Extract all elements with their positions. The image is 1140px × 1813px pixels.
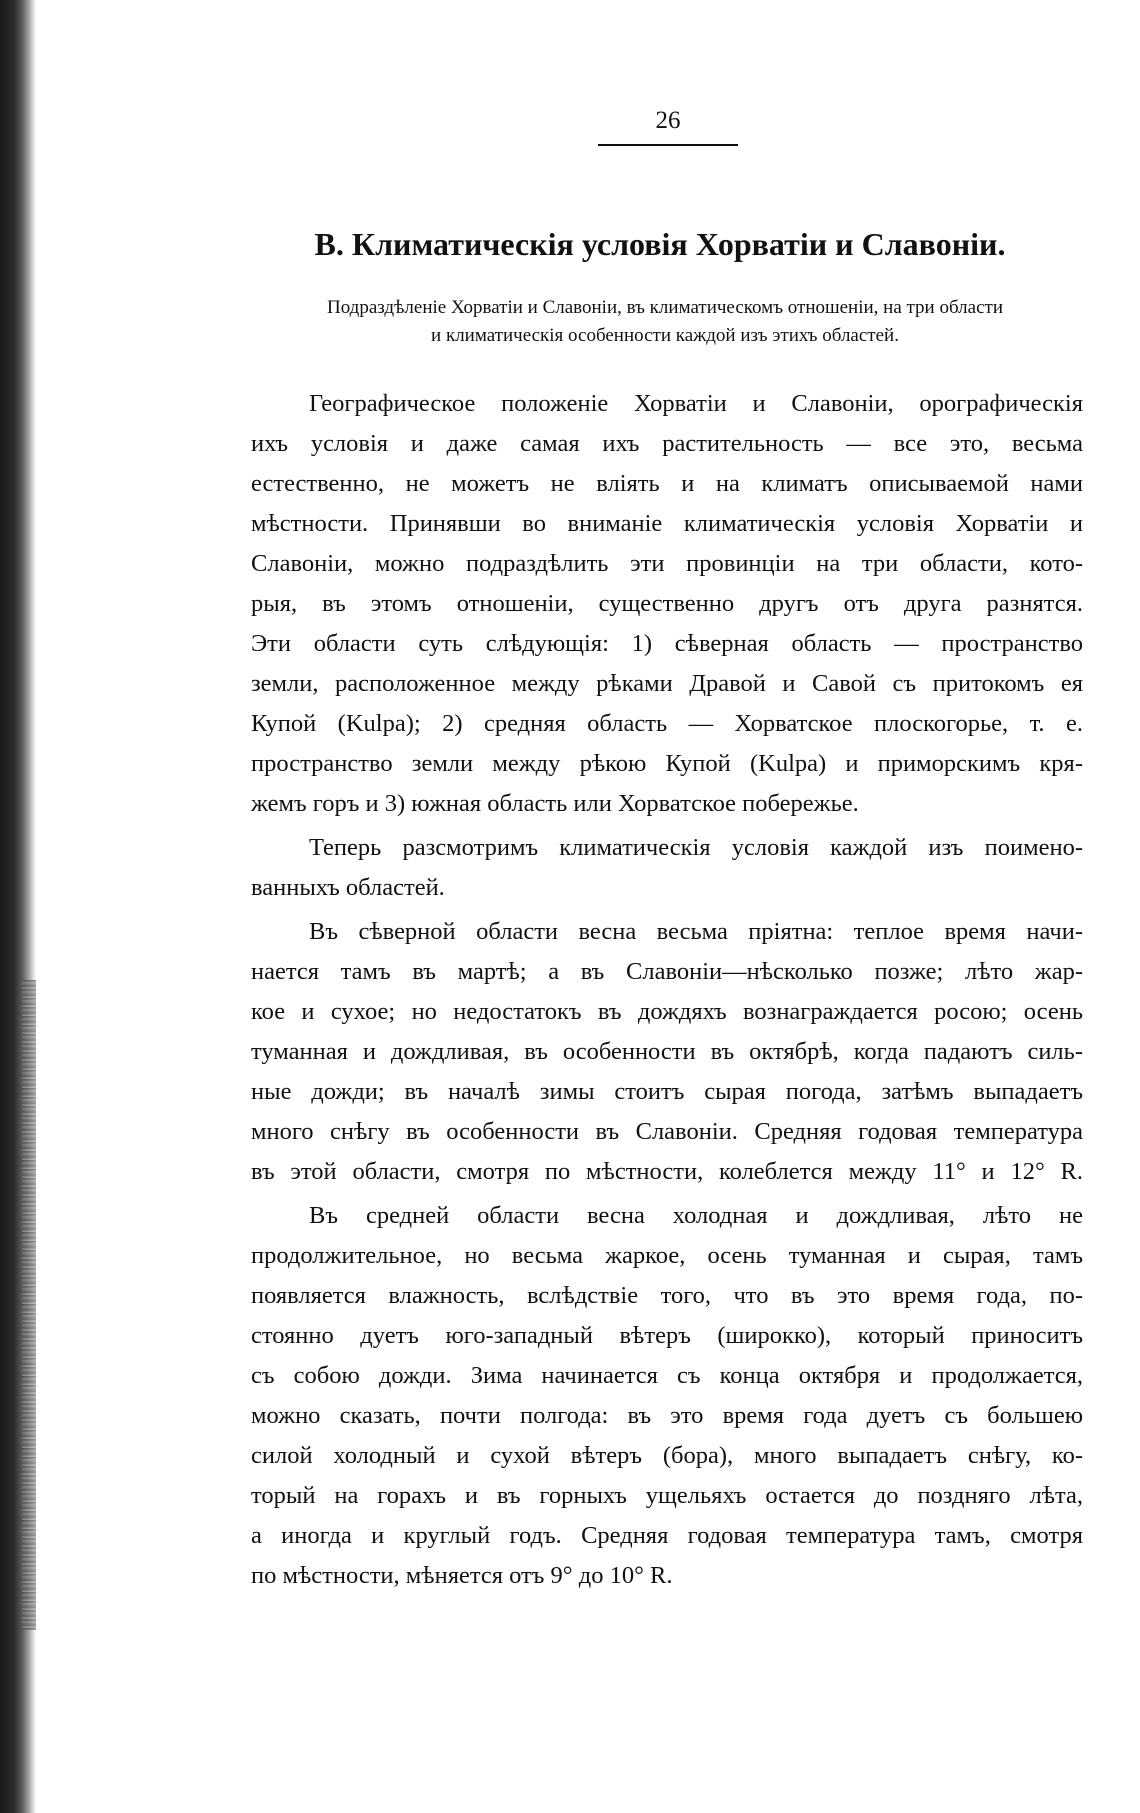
text-line: естественно, не можетъ не вліять и на климатъ описываемой нами <box>251 470 1083 497</box>
text-line: продолжительное, но весьма жаркое, осень туманная и сырая, тамъ <box>251 1242 1083 1269</box>
text-line: жемъ горъ и 3) южная область или Хорватское побережье. <box>251 790 859 817</box>
paragraph-transition <box>251 828 1083 908</box>
section-title: В. Климатическія условія Хорватіи и Славоніи. <box>314 226 1006 262</box>
section-summary <box>250 294 1080 350</box>
book-spine-streak <box>22 980 36 1630</box>
text-line: мѣстности. Принявши во вниманіе климатическія условія Хорватіи и <box>251 510 1083 537</box>
text-line: а иногда и круглый годъ. Средняя годовая температура тамъ, смотря <box>251 1522 1083 1549</box>
summary-line: Подраздѣленіе Хорватіи и Славоніи, въ климатическомъ отношеніи, на три области <box>327 297 1003 318</box>
text-line: Теперь разсмотримъ климатическія условія каждой изъ поимено- <box>309 834 1083 861</box>
text-line: съ собою дожди. Зима начинается съ конца октября и продолжается, <box>251 1362 1083 1389</box>
text-line: въ этой области, смотря по мѣстности, колеблется между 11° и 12° R. <box>251 1158 1083 1185</box>
text-line: кое и сухое; но недостатокъ въ дождяхъ вознаграждается росою; осень <box>251 998 1083 1025</box>
text-line: много снѣгу въ особенности въ Славоніи. Средняя годовая температура <box>251 1118 1083 1145</box>
body-text <box>251 384 1083 1600</box>
text-line: ихъ условія и даже самая ихъ растительность — все это, весьма <box>251 430 1083 457</box>
text-line: Эти области суть слѣдующія: 1) сѣверная область — пространство <box>251 630 1083 657</box>
text-line: стоянно дуетъ юго-западный вѣтеръ (широкко), который приноситъ <box>251 1322 1083 1349</box>
paragraph-middle-region <box>251 1196 1083 1596</box>
text-line: земли, расположенное между рѣками Дравой и Савой съ притокомъ ея <box>251 670 1083 697</box>
text-line: Географическое положеніе Хорватіи и Славоніи, орографическія <box>309 390 1083 417</box>
paragraph-geography <box>251 384 1083 824</box>
text-line: ванныхъ областей. <box>251 874 445 901</box>
text-line: рыя, въ этомъ отношеніи, существенно другъ отъ друга разнятся. <box>251 590 1083 617</box>
text-line: по мѣстности, мѣняется отъ 9° до 10° R. <box>251 1562 673 1589</box>
text-line: Въ сѣверной области весна весьма пріятна: теплое время начи- <box>309 918 1083 945</box>
text-line: можно сказать, почти полгода: въ это время года дуетъ съ большею <box>251 1402 1083 1429</box>
text-line: появляется влажность, вслѣдствіе того, что въ это время года, по- <box>251 1282 1083 1309</box>
text-line: туманная и дождливая, въ особенности въ октябрѣ, когда падаютъ силь- <box>251 1038 1083 1065</box>
text-line: торый на горахъ и въ горныхъ ущельяхъ остается до поздняго лѣта, <box>251 1482 1083 1509</box>
text-line: пространство земли между рѣкою Купой (Kulpa) и приморскимъ кря- <box>251 750 1083 777</box>
paragraph-northern-region <box>251 912 1083 1192</box>
text-line: Купой (Kulpa); 2) средняя область — Хорватское плоскогорье, т. е. <box>251 710 1083 737</box>
text-line: нается тамъ въ мартѣ; а въ Славоніи—нѣсколько позже; лѣто жар- <box>251 958 1083 985</box>
page-number-rule <box>598 144 738 146</box>
text-line: Въ средней области весна холодная и дождливая, лѣто не <box>309 1202 1083 1229</box>
page-number: 26 <box>655 107 681 134</box>
text-line: Славоніи, можно подраздѣлить эти провинціи на три области, кото- <box>251 550 1083 577</box>
summary-line: и климатическія особенности каждой изъ этихъ областей. <box>431 325 899 346</box>
text-line: ные дожди; въ началѣ зимы стоитъ сырая погода, затѣмъ выпадаетъ <box>251 1078 1083 1105</box>
text-line: силой холодный и сухой вѣтеръ (бора), много выпадаетъ снѣгу, ко- <box>251 1442 1083 1469</box>
